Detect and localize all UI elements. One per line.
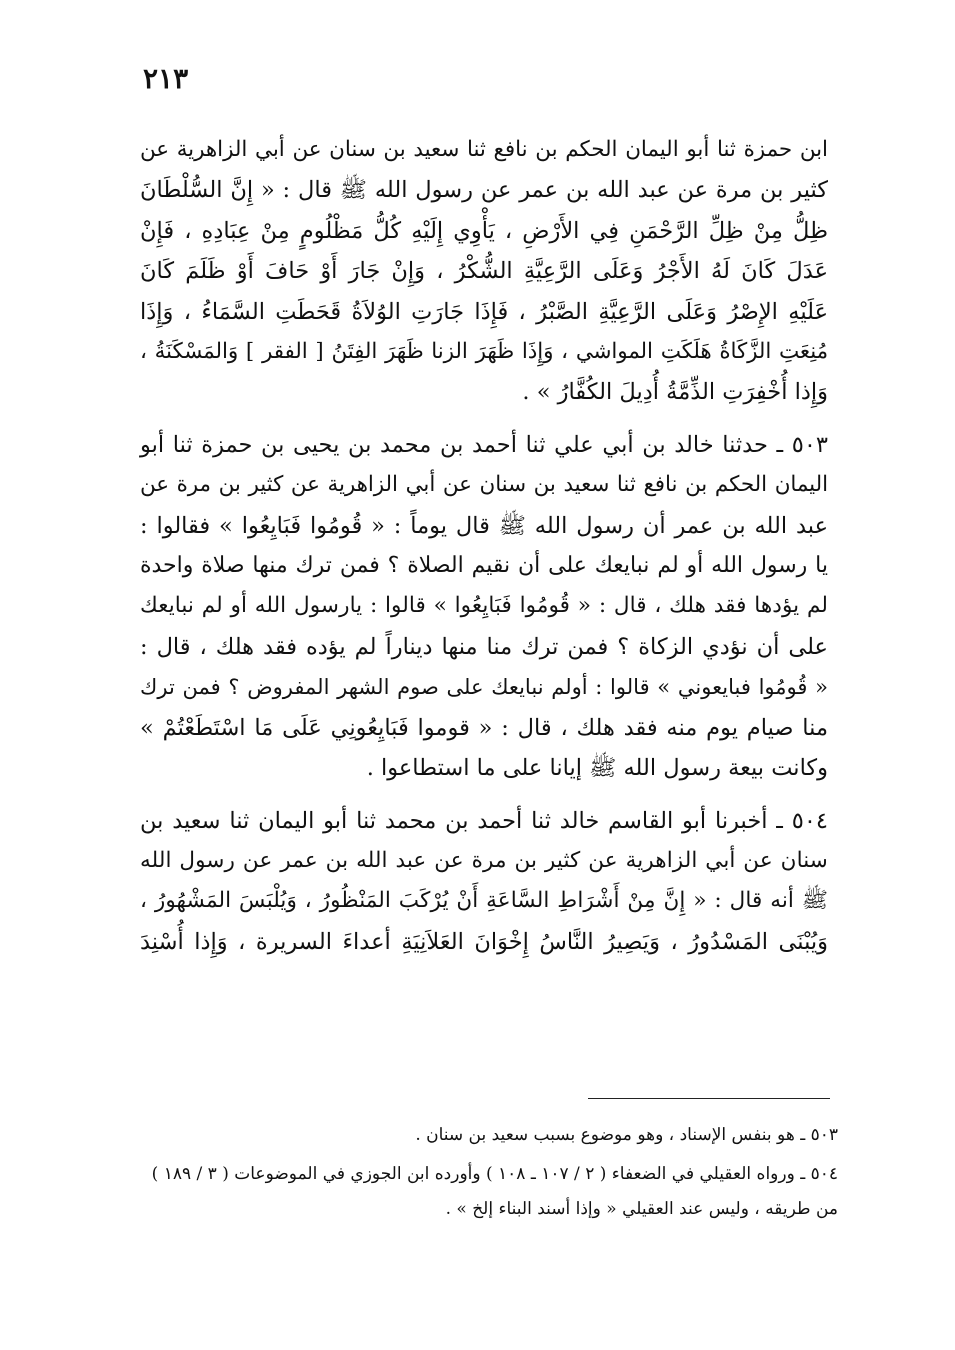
footnote-line: ٥٠٤ ـ ورواه العقيلي في الضعفاء ( ٢ / ١٠٧ ـ ١٠٨ ) وأورده ابن الجوزي في الموضوعات ( ٣ / ١٨٩ ) [151,1164,838,1184]
text-line: ظِلُّ مِنْ ظِلِّ الرَّحْمَنِ فِي الأَرْضِ ، يَأْوِي إِلَيْهِ كُلُّ مَظْلُومٍ مِنْ عِبَادِهِ ، فَإِنْ [140,217,828,244]
footnote-divider [588,1098,830,1099]
footnote-line: ٥٠٣ ـ هو بنفس الإسناد ، وهو موضوع بسبب سعيد بن سنان . [415,1125,838,1145]
text-line: « قُومُوا فبايعوني » قالوا : أولم نبايعك على صوم الشهر المفروض ؟ فمن ترك [140,674,828,700]
text-line: عَدَلَ كَانَ لَهُ الأَجْرُ وَعَلَى الرَّعِيَّةِ الشُّكْرُ ، وَإِنْ جَارَ أَوْ حَافَ أَوْ ظَلَمَ كَانَ [140,258,828,285]
text-line: كثير بن مرة عن عبد الله بن عمر عن رسول الله ﷺ قال : « إِنَّ السُّلْطَانَ [140,177,828,204]
text-line: عبد الله بن عمر أن رسول الله ﷺ قال يوماً : « قُومُوا فَبَايِعُوا » فقالوا : [140,512,828,539]
footnotes [140,1118,838,1231]
text-line: يا رسول الله أو لم نبايعك على أن نقيم الصلاة ؟ فمن ترك منها صلاة واحدة [140,553,828,579]
text-line: عَلَيْهِ الإِصْرُ وَعَلَى الرَّعِيَّةِ الصَّبْرُ ، فَإِذَا جَارَتِ الوُلاَةُ قَحَطَتِ السَّمَاءُ ، وَإِذَا [140,298,828,325]
text-line: لم يؤدها فقد هلك ، قال : « قُومُوا فَبَايِعُوا » قالوا : يارسول الله أو لم نبايعك [140,593,828,619]
text-line: على أن نؤدي الزكاة ؟ فمن ترك منا منها ديناراً لم يؤده فقد هلك ، قال : [140,633,828,660]
paragraph-hadith-504 [140,801,828,963]
text-line: ابن حمزة ثنا أبو اليمان الحكم بن نافع ثنا سعيد بن سنان عن أبي الزاهرية عن [140,137,828,162]
footnote-line: من طريقه ، وليس عند العقيلي « وإذا أسند البناء إلخ » . [445,1199,838,1219]
page-number: ٢١٣ [143,62,189,95]
paragraph-hadith-503 [140,425,828,789]
text-line: وَيُبْنَى المَسْدُورُ ، وَيَصِيرُ النَّاسُ إِخْوَانَ العَلاَنِيَةِ أعداءَ السريرة ، وَإِذا أُسْنِدَ [140,928,828,955]
paragraph-hadith-502-continued [140,130,828,413]
text-line: مُنِعَتِ الزَّكَاةُ هَلَكَتِ المواشي ، وَإِذَا ظَهَرَ الزنا ظَهَرَ الفِتَنُ [ الفقر ] وَالمَسْكَنَةُ ، [140,339,828,365]
text-line: منا صيام يوم منه فقد هلك ، قال : « قوموا فَبَايِعُونِي عَلَى مَا اسْتَطَعْتُمْ » [140,714,828,741]
text-line: وَإِذا أُخْفِرَتِ الذِّمَّةُ أُدِيلَ الكُفَّارُ » . [522,379,828,406]
text-line: ٥٠٣ ـ حدثنا خالد بن أبي علي ثنا أحمد بن محمد بن يحيى بن حمزة ثنا أبو [140,431,828,458]
footnote-504 [140,1157,838,1227]
footnote-503 [140,1118,838,1153]
text-line: ﷺ أنه قال : « إِنَّ مِنْ أَشْرَاطِ السَّاعَةِ أَنْ يُرْكَبَ المَنْظُورُ ، وَيُلْبَسَ المَشْهُورُ ، [140,888,828,914]
text-line: وكانت بيعة رسول الله ﷺ إيانا على ما استطاعوا . [366,755,828,782]
text-line: اليمان الحكم بن نافع ثنا سعيد بن سنان عن أبي الزاهرية عن كثير بن مرة عن [140,472,828,498]
text-line: ٥٠٤ ـ أخبرنا أبو القاسم خالد ثنا أحمد بن محمد ثنا أبو اليمان ثنا سعيد بن [140,807,828,834]
text-line: سنان عن أبي الزاهرية عن كثير بن مرة عن عبد الله بن عمر عن رسول الله [140,847,828,873]
main-text [140,130,828,962]
